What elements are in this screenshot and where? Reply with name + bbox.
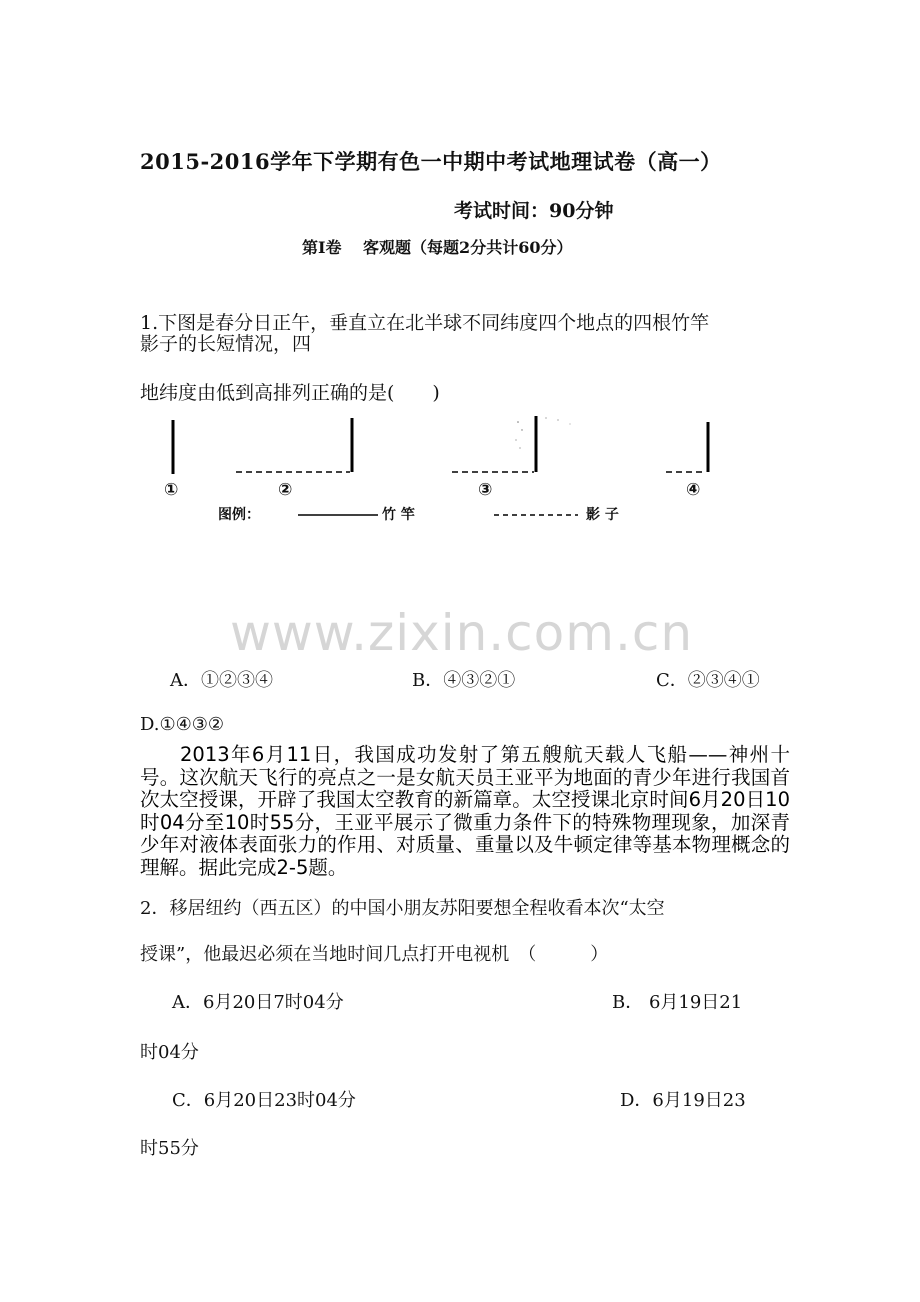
- mark-4: ④: [686, 480, 701, 500]
- exam-time: 考试时间：90分钟: [454, 200, 614, 222]
- reading-passage: 2013年6月11日，我国成功发射了第五艘航天载人飞船——神州十号。这次航天飞行的亮点之一是女航天员王亚平为地面的青少年进行我国首次太空授课，开辟了我国太空教育的新篇章。太空授课北京时间6月20日10时04分至10时55分，王亚平展示了微重力条件下的特殊物理现象，加深青少年对液体表面张力的作用、对质量、重量以及牛顿定律等基本物理概念的理解。据此完成2-5题。: [140, 743, 790, 879]
- scan-noise: [515, 417, 570, 448]
- question-1-line-3: 地纬度由低到高排列正确的是( ): [140, 382, 440, 404]
- q2-option-d: D．6月19日23: [620, 1090, 746, 1111]
- legend-shadow: 影 子: [586, 507, 619, 523]
- legend-pole: 竹 竿: [382, 507, 415, 523]
- q2-option-b-continued: 时04分: [140, 1042, 199, 1063]
- watermark: www.zixin.com.cn: [230, 604, 694, 662]
- legend-solid-line: [298, 510, 378, 520]
- question-2-line-2: 授课”，他最迟必须在当地时间几点打开电视机 （ ）: [140, 944, 609, 965]
- q2-option-a: A．6月20日7时04分: [172, 992, 344, 1013]
- q2-option-d-continued: 时55分: [140, 1138, 199, 1159]
- question-1-line-1: 1.下图是春分日正午，垂直立在北半球不同纬度四个地点的四根竹竿: [140, 312, 710, 334]
- legend-dashed-line: [494, 510, 578, 520]
- q1-option-d: D.①④③②: [140, 714, 225, 735]
- section-heading: 第Ⅰ卷 客观题（每题2分共计60分）: [302, 238, 573, 257]
- q1-option-c: C．②③④①: [656, 670, 760, 691]
- shadow-figure: [160, 410, 740, 530]
- question-2-line-1: 2．移居纽约（西五区）的中国小朋友苏阳要想全程收看本次“太空: [140, 898, 665, 919]
- q1-option-a: A．①②③④: [170, 670, 273, 691]
- legend-prefix: 图例：: [218, 507, 260, 523]
- mark-1: ①: [164, 480, 179, 500]
- exam-title: 2015-2016学年下学期有色一中期中考试地理试卷（高一）: [140, 149, 722, 174]
- q2-option-b: B． 6月19日21: [612, 992, 743, 1013]
- mark-2: ②: [278, 480, 293, 500]
- question-1-line-2: 影子的长短情况，四: [140, 333, 312, 355]
- mark-3: ③: [478, 480, 493, 500]
- q2-option-c: C．6月20日23时04分: [172, 1090, 356, 1111]
- q1-option-b: B．④③②①: [412, 670, 516, 691]
